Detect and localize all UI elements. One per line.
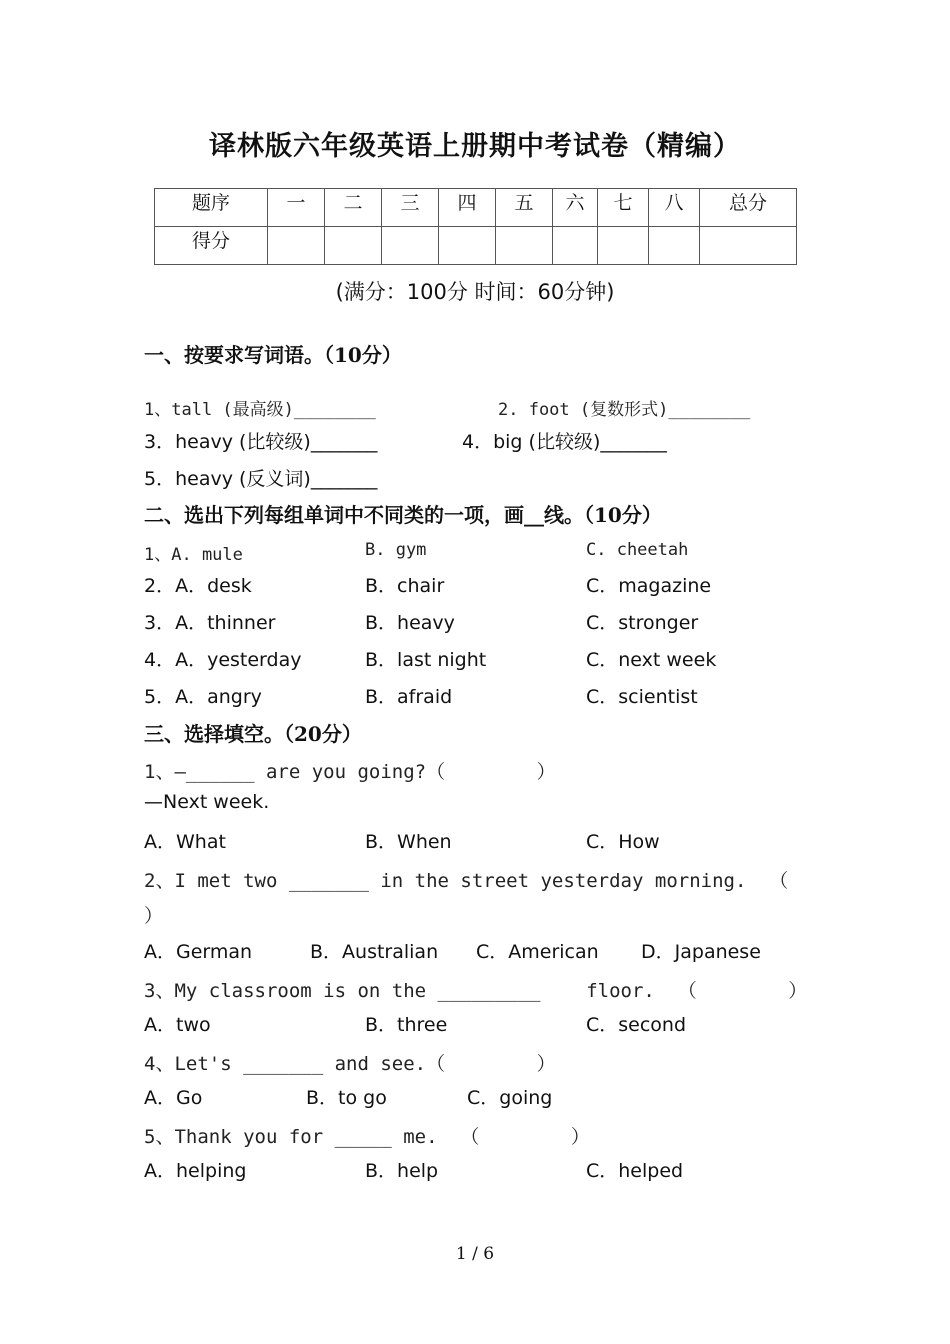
section2-row3-b: B．heavy bbox=[365, 612, 455, 634]
score-header-cell: 二 bbox=[325, 189, 382, 227]
score-row-label: 得分 bbox=[155, 227, 268, 265]
page-title: 译林版六年级英语上册期中考试卷（精编） bbox=[209, 131, 741, 162]
section2-row2-c: C．magazine bbox=[586, 575, 712, 597]
score-header-cell: 六 bbox=[553, 189, 598, 227]
section3-q5-option-a: A．helping bbox=[144, 1160, 247, 1182]
section3-q4-option-c: C．going bbox=[467, 1087, 553, 1109]
section3-q2-option-b: B．Australian bbox=[310, 941, 439, 963]
section2-row5-a: 5．A．angry bbox=[144, 686, 262, 708]
section2-row3-a: 3．A．thinner bbox=[144, 612, 276, 634]
section3-q1-option-c: C．How bbox=[586, 831, 660, 853]
section2-row4-b: B．last night bbox=[365, 649, 487, 671]
score-header-cell: 题序 bbox=[155, 189, 268, 227]
section3-q3-stem: 3、My classroom is on the _________ floor. （ ） bbox=[144, 980, 808, 1002]
section2-heading: 二、选出下列每组单词中不同类的一项，画__线。（10分） bbox=[144, 503, 662, 527]
section3-q3-option-b: B．three bbox=[365, 1014, 448, 1036]
score-table-header-row bbox=[155, 189, 797, 227]
section1-q4: 4．big (比较级)_______ bbox=[462, 431, 667, 453]
section2-row4-c: C．next week bbox=[586, 649, 717, 671]
section1-q3: 3．heavy (比较级)_______ bbox=[144, 431, 378, 453]
section1-heading: 一、按要求写词语。（10分） bbox=[144, 343, 402, 367]
section3-q4-option-a: A．Go bbox=[144, 1087, 203, 1109]
score-header-cell: 四 bbox=[439, 189, 496, 227]
section2-row1-b: B. gym bbox=[365, 540, 427, 560]
score-cell[interactable] bbox=[649, 227, 700, 265]
section2-row2-a: 2．A．desk bbox=[144, 575, 252, 597]
score-cell[interactable] bbox=[700, 227, 797, 265]
full-score-note: (满分：100分 时间：60分钟) bbox=[335, 280, 615, 304]
section3-heading: 三、选择填空。（20分） bbox=[144, 722, 362, 746]
score-header-cell: 五 bbox=[496, 189, 553, 227]
section1-q5: 5．heavy (反义词)_______ bbox=[144, 468, 378, 490]
score-cell[interactable] bbox=[553, 227, 598, 265]
section2-row2-b: B．chair bbox=[365, 575, 445, 597]
score-header-cell: 三 bbox=[382, 189, 439, 227]
score-header-cell: 八 bbox=[649, 189, 700, 227]
section2-row3-c: C．stronger bbox=[586, 612, 699, 634]
score-cell[interactable] bbox=[439, 227, 496, 265]
score-cell[interactable] bbox=[496, 227, 553, 265]
section3-q1-option-b: B．When bbox=[365, 831, 452, 853]
page-number: 1 / 6 bbox=[455, 1244, 495, 1264]
section2-row1-a: 1、A. mule bbox=[144, 545, 243, 565]
section3-q3-option-c: C．second bbox=[586, 1014, 687, 1036]
section3-q5-option-c: C．helped bbox=[586, 1160, 684, 1182]
score-cell[interactable] bbox=[598, 227, 649, 265]
score-cell[interactable] bbox=[382, 227, 439, 265]
section2-row4-a: 4．A．yesterday bbox=[144, 649, 302, 671]
section3-q1-stem: 1、—______ are you going?（ ） bbox=[144, 761, 556, 783]
section3-q2-stem-cont: ） bbox=[144, 905, 164, 927]
section3-q2-option-d: D．Japanese bbox=[641, 941, 761, 963]
section3-q1-reply: —Next week. bbox=[144, 791, 270, 813]
score-cell[interactable] bbox=[268, 227, 325, 265]
section3-q5-stem: 5、Thank you for _____ me. （ ） bbox=[144, 1126, 590, 1148]
section3-q4-option-b: B．to go bbox=[306, 1087, 387, 1109]
section3-q2-stem: 2、I met two _______ in the street yesterday morning. （ bbox=[144, 870, 789, 892]
section3-q3-option-a: A．two bbox=[144, 1014, 211, 1036]
section3-q4-stem: 4、Let's _______ and see.（ ） bbox=[144, 1053, 556, 1075]
section2-row5-b: B．afraid bbox=[365, 686, 453, 708]
section1-q1: 1、tall (最高级)________ bbox=[144, 400, 376, 420]
section3-q2-option-a: A．German bbox=[144, 941, 253, 963]
score-cell[interactable] bbox=[325, 227, 382, 265]
section1-q2: 2. foot (复数形式)________ bbox=[498, 400, 751, 420]
score-table-score-row bbox=[155, 227, 797, 265]
score-table bbox=[154, 188, 797, 265]
score-header-cell: 一 bbox=[268, 189, 325, 227]
section3-q2-option-c: C．American bbox=[476, 941, 599, 963]
section2-row1-c: C. cheetah bbox=[586, 540, 689, 560]
section3-q1-option-a: A．What bbox=[144, 831, 226, 853]
score-header-cell: 七 bbox=[598, 189, 649, 227]
score-header-cell: 总分 bbox=[700, 189, 797, 227]
section2-row5-c: C．scientist bbox=[586, 686, 698, 708]
section3-q5-option-b: B．help bbox=[365, 1160, 439, 1182]
